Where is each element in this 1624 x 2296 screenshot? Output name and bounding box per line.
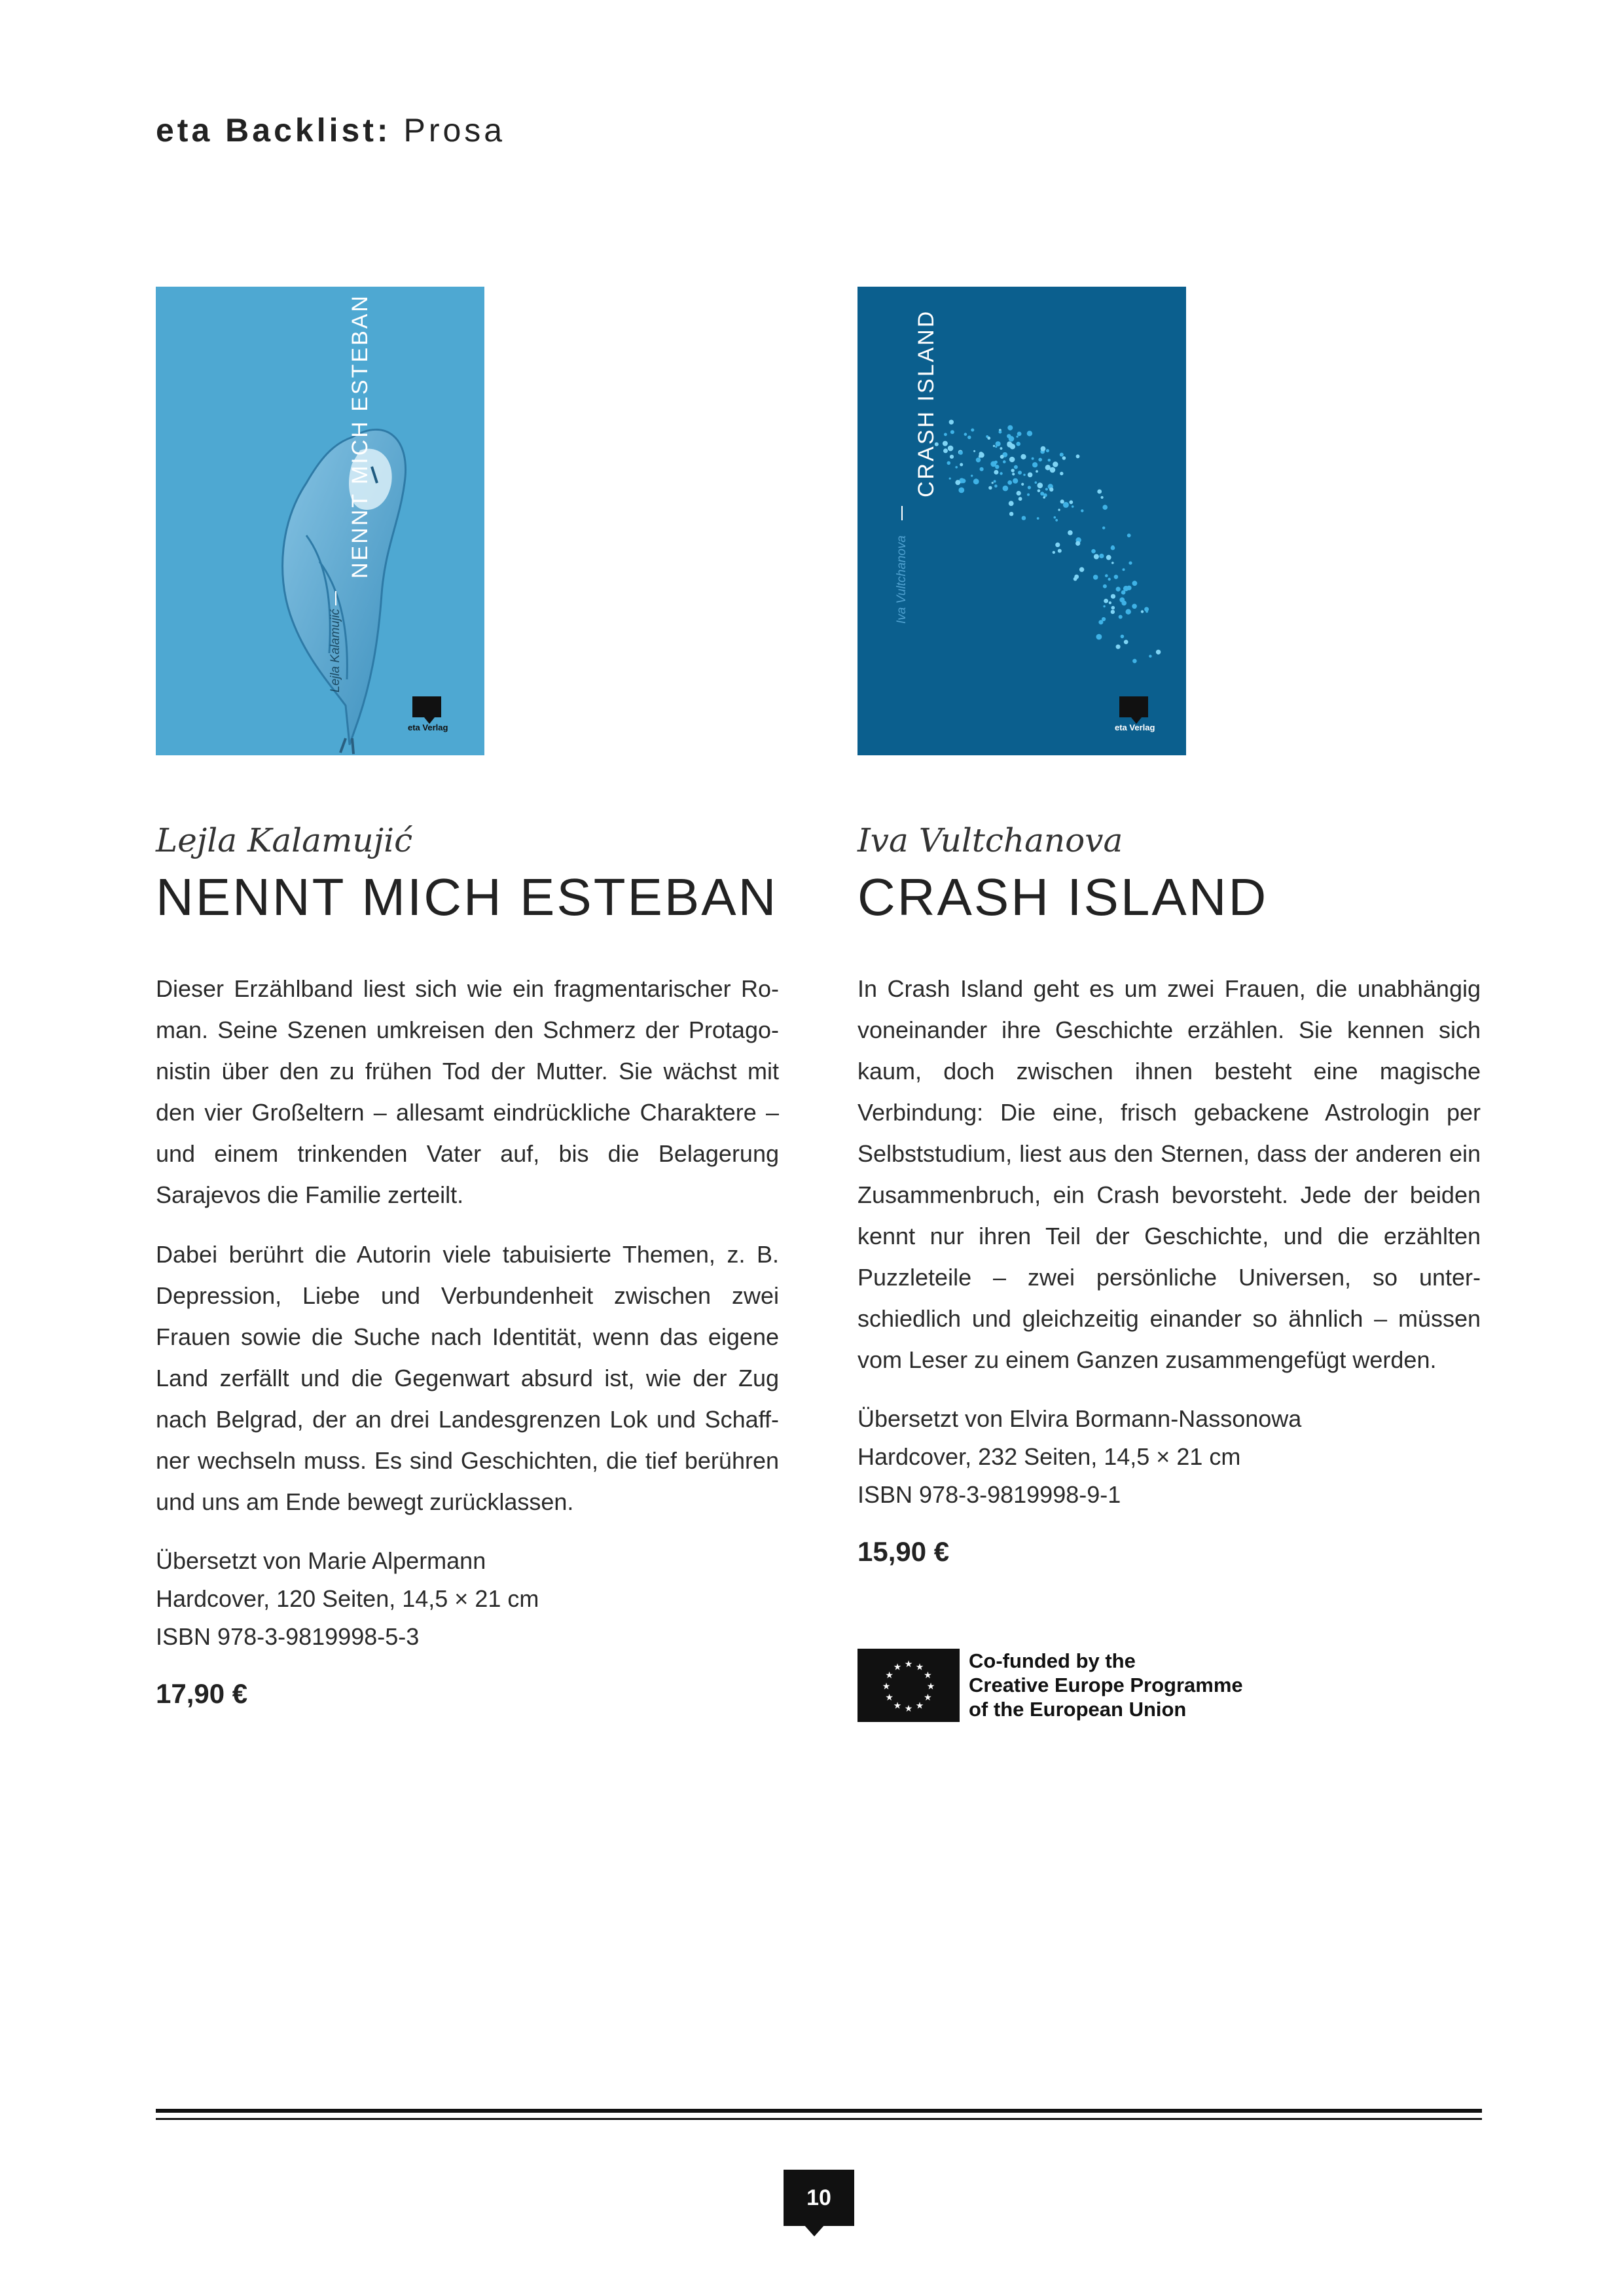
cover-publisher-name: eta Verlag bbox=[1115, 723, 1155, 732]
star-dot bbox=[1111, 562, 1114, 564]
star-dot bbox=[1127, 533, 1131, 537]
cover-spine-separator bbox=[901, 506, 903, 520]
star-dot bbox=[1093, 575, 1098, 580]
star-dot bbox=[992, 482, 994, 484]
star-dot bbox=[1023, 474, 1025, 476]
cover-publisher-name: eta Verlag bbox=[408, 723, 448, 732]
star-dot bbox=[994, 484, 998, 488]
star-dot bbox=[1013, 478, 1018, 484]
star-dot bbox=[1007, 441, 1011, 446]
eu-star-icon: ★ bbox=[915, 1700, 924, 1712]
star-dot bbox=[1108, 578, 1111, 581]
star-dot bbox=[1000, 447, 1002, 450]
star-dot bbox=[1124, 640, 1128, 645]
constellation-illustration bbox=[857, 287, 1186, 755]
star-dot bbox=[1121, 635, 1125, 639]
owl-illustration bbox=[156, 287, 484, 755]
star-dot bbox=[1072, 505, 1074, 508]
book-entry-2 bbox=[857, 821, 1481, 1568]
cover-spine-title: NENNT MICH ESTEBAN bbox=[348, 294, 372, 579]
star-dot bbox=[1017, 432, 1022, 437]
eu-star-icon: ★ bbox=[926, 1681, 935, 1692]
star-dot bbox=[1028, 486, 1031, 489]
star-dot bbox=[1053, 461, 1058, 467]
eu-funding-text bbox=[969, 1649, 1243, 1721]
star-dot bbox=[1111, 545, 1115, 548]
star-dot bbox=[1045, 488, 1048, 491]
star-dot bbox=[1114, 575, 1119, 579]
star-dot bbox=[1094, 554, 1099, 560]
star-dot bbox=[1149, 655, 1151, 657]
cover-spine-author: Lejla Kalamujić bbox=[329, 609, 342, 692]
star-dot bbox=[967, 436, 971, 439]
eu-star-icon: ★ bbox=[924, 1670, 932, 1681]
eu-flag-icon bbox=[857, 1649, 960, 1722]
star-dot bbox=[1058, 509, 1060, 511]
star-dot bbox=[1058, 549, 1062, 553]
star-dot bbox=[949, 478, 951, 480]
book-author: Lejla Kalamujić bbox=[156, 821, 413, 859]
star-dot bbox=[1007, 425, 1013, 431]
star-dot bbox=[1102, 505, 1108, 510]
book-description-paragraph: In Crash Island geht es um zwei Frauen, die unabhängig voneinander ihre Geschichte erzählen. Sie kennen sich kaum, doch zwischen ihnen besteht eine magische Verbindung: Die eine, frisch gebackene Astrologin per Selbststudium, liest aus den Sternen, dass der anderen ein Zusammenbruch, ein Crash bevorsteht. Jede der beiden kennt nur ihren Teil der Geschichte, und die erzählten Puzzleteile – zwei persönliche Universen, so unterschiedlich und gleichzeitig einander so ähnlich – müssen vom Leser zu einem Ganzen zusammengefügt werden. bbox=[857, 975, 1481, 1373]
star-dot bbox=[993, 445, 995, 447]
book-price: 15,90 € bbox=[857, 1536, 950, 1567]
star-dot bbox=[988, 486, 992, 490]
star-dot bbox=[1121, 590, 1126, 595]
star-dot bbox=[994, 480, 996, 483]
star-dot bbox=[971, 429, 974, 432]
star-dot bbox=[1119, 615, 1123, 619]
star-dot bbox=[1038, 482, 1043, 488]
star-dot bbox=[1028, 473, 1033, 478]
star-dot bbox=[1043, 496, 1045, 499]
star-dot bbox=[1074, 577, 1077, 581]
star-dot bbox=[1132, 659, 1137, 664]
star-dot bbox=[1063, 502, 1069, 508]
eu-star-icon: ★ bbox=[882, 1681, 891, 1692]
star-dot bbox=[1079, 567, 1084, 572]
star-dot bbox=[971, 475, 973, 476]
book-entry-1 bbox=[156, 821, 779, 1710]
eu-star-icon: ★ bbox=[904, 1704, 913, 1714]
book-format: Hardcover, 120 Seiten, 14,5 × 21 cm bbox=[156, 1585, 539, 1612]
cover-spine-author: Iva Vultchanova bbox=[895, 535, 909, 624]
book-translator: Übersetzt von Elvira Bormann-Nassonowa bbox=[857, 1405, 1302, 1432]
star-dot bbox=[955, 480, 960, 485]
star-dot bbox=[1060, 499, 1064, 503]
star-dot bbox=[1049, 488, 1053, 492]
eu-star-icon: ★ bbox=[885, 1693, 893, 1703]
star-dot bbox=[1126, 609, 1131, 615]
eu-funding-line: Creative Europe Programme bbox=[969, 1674, 1243, 1696]
star-dot bbox=[1055, 543, 1060, 547]
star-dot bbox=[1146, 611, 1148, 613]
star-dot bbox=[1038, 458, 1042, 462]
star-dot bbox=[955, 466, 958, 469]
star-dot bbox=[1121, 601, 1127, 606]
star-dot bbox=[1041, 446, 1046, 452]
eu-star-icon: ★ bbox=[904, 1659, 913, 1670]
star-dot bbox=[1099, 554, 1104, 558]
star-dot bbox=[1017, 491, 1021, 495]
book-author: Iva Vultchanova bbox=[857, 821, 1123, 859]
star-dot bbox=[1075, 541, 1080, 546]
star-dot bbox=[973, 478, 979, 484]
star-dot bbox=[1009, 457, 1015, 463]
publisher-logo-icon bbox=[412, 696, 441, 717]
star-dot bbox=[1018, 471, 1022, 475]
eu-funding-line: Co-funded by the bbox=[969, 1649, 1136, 1672]
star-dot bbox=[995, 446, 997, 448]
star-dot bbox=[943, 441, 948, 446]
star-dot bbox=[1000, 455, 1004, 459]
eu-star-icon: ★ bbox=[915, 1662, 924, 1673]
page-number-tail-icon bbox=[804, 2225, 825, 2236]
star-dot bbox=[1076, 454, 1080, 458]
cover-spine-title: CRASH ISLAND bbox=[914, 309, 939, 497]
star-dot bbox=[995, 465, 999, 469]
star-dot bbox=[1003, 486, 1009, 492]
star-dot bbox=[1027, 493, 1030, 496]
star-dot bbox=[1109, 601, 1111, 604]
star-dot bbox=[1060, 472, 1063, 475]
star-dot bbox=[949, 420, 954, 424]
star-dot bbox=[1111, 610, 1115, 614]
star-dot bbox=[1097, 490, 1102, 494]
star-dot bbox=[1027, 431, 1032, 436]
star-dot bbox=[1141, 610, 1144, 613]
star-dot bbox=[1032, 457, 1034, 460]
publisher-logo-icon bbox=[1119, 696, 1148, 717]
star-dot bbox=[943, 448, 948, 453]
star-dot bbox=[1132, 581, 1138, 586]
star-dot bbox=[1060, 453, 1064, 457]
star-dot bbox=[1011, 469, 1015, 472]
star-dot bbox=[1081, 509, 1083, 512]
star-dot bbox=[979, 452, 984, 457]
star-dot bbox=[1014, 465, 1018, 469]
star-dot bbox=[1127, 586, 1131, 590]
star-dot bbox=[1069, 500, 1073, 504]
star-dot bbox=[1009, 435, 1011, 437]
star-dot bbox=[1035, 481, 1038, 484]
star-dot bbox=[1053, 551, 1055, 554]
book-format: Hardcover, 232 Seiten, 14,5 × 21 cm bbox=[857, 1443, 1241, 1470]
star-dot bbox=[1111, 606, 1115, 610]
star-dot bbox=[980, 467, 984, 471]
star-dot bbox=[987, 437, 990, 440]
star-dot bbox=[1000, 472, 1002, 475]
star-dot bbox=[1068, 530, 1073, 535]
star-dot bbox=[973, 450, 975, 452]
star-dot bbox=[950, 430, 954, 434]
star-dot bbox=[1096, 634, 1102, 640]
page-number: 10 bbox=[784, 2170, 854, 2226]
book-cover-nennt-mich-esteban bbox=[156, 287, 484, 755]
eu-funding-line: of the European Union bbox=[969, 1698, 1187, 1721]
star-dot bbox=[1111, 594, 1115, 599]
star-dot bbox=[1048, 459, 1051, 461]
book-description-paragraph: Dabei berührt die Autorin viele tabuisierte Themen, z. B. Depression, Liebe und Verbundenheit zwischen zwei Frauen sowie die Suche nach Identität, wenn das eigene Land zerfällt und die Gegenwart absurd ist, wie der Zug nach Belgrad, der an drei Landesgrenzen Lok und Schaffner wechseln muss. Es sind Geschichten, die tief berühren und uns am Ende bewegt zurücklassen. bbox=[156, 1241, 779, 1515]
star-dot bbox=[947, 461, 951, 465]
book-price: 17,90 € bbox=[156, 1678, 248, 1709]
star-dot bbox=[1132, 604, 1137, 609]
footer-rule bbox=[156, 2109, 1482, 2113]
star-dot bbox=[996, 441, 1001, 446]
eu-star-icon: ★ bbox=[893, 1700, 902, 1712]
book-title: CRASH ISLAND bbox=[857, 868, 1269, 926]
star-dot bbox=[959, 451, 963, 455]
star-dot bbox=[1037, 517, 1039, 520]
star-dot bbox=[960, 463, 963, 466]
star-dot bbox=[944, 433, 947, 436]
star-dot bbox=[1102, 526, 1105, 529]
star-dot bbox=[1062, 456, 1066, 460]
star-dot bbox=[961, 478, 965, 483]
star-dot bbox=[976, 457, 981, 462]
star-dot bbox=[1038, 490, 1041, 493]
star-dot bbox=[1103, 584, 1107, 588]
book-cover-crash-island bbox=[857, 287, 1186, 755]
star-dot bbox=[1003, 460, 1006, 463]
star-dot bbox=[1101, 496, 1104, 499]
eu-star-icon: ★ bbox=[885, 1670, 893, 1681]
star-dot bbox=[1019, 497, 1022, 501]
star-dot bbox=[1009, 501, 1014, 506]
star-dot bbox=[1055, 519, 1058, 522]
star-dot bbox=[1036, 470, 1038, 473]
star-dot bbox=[1116, 587, 1121, 592]
star-dot bbox=[950, 455, 954, 459]
star-dot bbox=[964, 433, 967, 436]
star-dot bbox=[1022, 516, 1026, 520]
star-dot bbox=[1123, 568, 1125, 571]
star-dot bbox=[1105, 574, 1108, 577]
star-dot bbox=[948, 446, 954, 452]
cover-spine-separator bbox=[335, 591, 336, 605]
header-series: eta Backlist: bbox=[156, 112, 391, 149]
star-dot bbox=[1012, 473, 1015, 475]
header-section: Prosa bbox=[403, 112, 506, 149]
star-dot bbox=[1091, 549, 1096, 554]
star-dot bbox=[1009, 512, 1013, 516]
footer-rule bbox=[156, 2118, 1482, 2120]
star-dot bbox=[1017, 436, 1019, 438]
star-dot bbox=[1103, 605, 1105, 607]
star-dot bbox=[1032, 462, 1038, 467]
page-header bbox=[156, 111, 505, 149]
star-dot bbox=[1102, 617, 1106, 621]
star-dot bbox=[958, 488, 964, 493]
star-dot bbox=[1020, 454, 1026, 459]
star-dot bbox=[1046, 449, 1049, 452]
star-dot bbox=[1106, 555, 1111, 560]
star-dot bbox=[999, 431, 1002, 434]
eu-star-icon: ★ bbox=[924, 1693, 932, 1703]
star-dot bbox=[1054, 516, 1056, 519]
book-isbn: ISBN 978-3-9819998-5-3 bbox=[156, 1623, 420, 1650]
book-description-paragraph: Dieser Erzählband liest sich wie ein fragmentarischer Roman. Seine Szenen umkreisen den Schmerz der Protagonistin über den zu frühen Tod der Mutter. Sie wächst mit den vier Großeltern – allesamt eindrückliche Charaktere – und einem trinkenden Vater auf, bis die Belagerung Sarajevos die Familie zerteilt. bbox=[156, 975, 779, 1208]
eu-star-icon: ★ bbox=[893, 1662, 902, 1673]
star-dot bbox=[1116, 645, 1121, 649]
star-dot bbox=[1021, 483, 1024, 486]
book-isbn: ISBN 978-3-9819998-9-1 bbox=[857, 1481, 1121, 1508]
star-dot bbox=[1007, 480, 1012, 485]
star-dot bbox=[1104, 599, 1108, 603]
star-dot bbox=[1016, 442, 1020, 446]
star-dot bbox=[1156, 650, 1161, 655]
book-translator: Übersetzt von Marie Alpermann bbox=[156, 1547, 486, 1574]
book-title: NENNT MICH ESTEBAN bbox=[156, 868, 778, 926]
star-dot bbox=[994, 470, 998, 475]
star-dot bbox=[1128, 562, 1132, 565]
star-dot bbox=[1045, 465, 1051, 470]
